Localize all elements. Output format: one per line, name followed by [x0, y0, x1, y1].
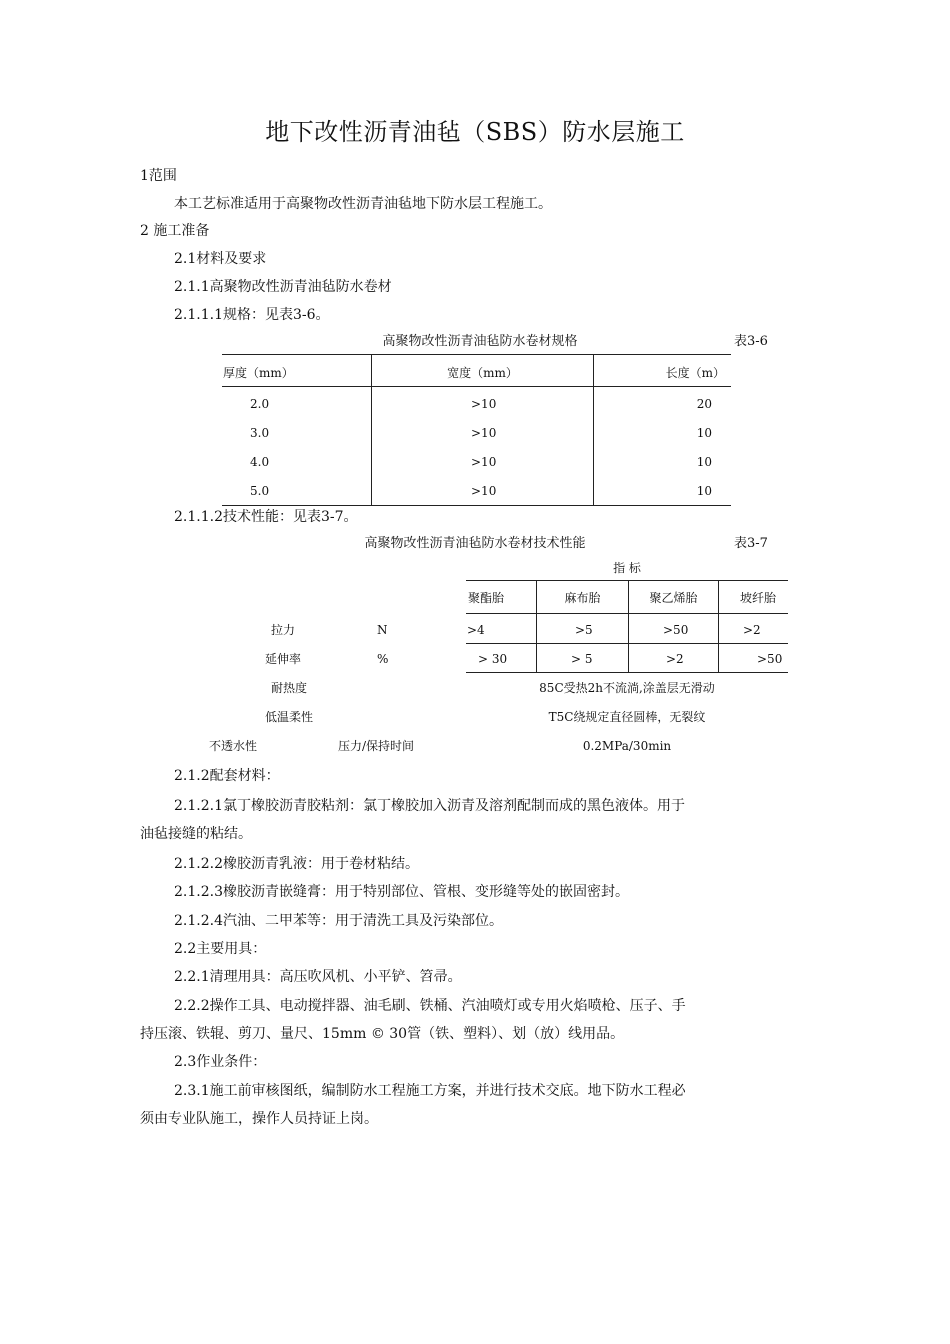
table-row-cell: 2.0 — [250, 397, 270, 411]
paragraph-2-1-2-2: 2.1.2.2橡胶沥青乳液：用于卷材粘结。 — [174, 856, 419, 872]
table-row-item: 耐热度 — [271, 681, 308, 695]
paragraph-2-3-1-line-1: 2.3.1施工前审核图纸，编制防水工程施工方案，并进行技术交底。地下防水工程必 — [174, 1083, 686, 1099]
table-row-cell: >50 — [663, 623, 689, 637]
subsection-2-3: 2.3作业条件： — [174, 1054, 267, 1070]
table-row-cell: 3.0 — [250, 426, 270, 440]
subsection-2-1-1-2: 2.1.1.2技术性能：见表3-7。 — [174, 509, 358, 525]
page-title: 地下改性沥青油毡（SBS）防水层施工 — [265, 118, 685, 146]
table-row-cell: >50 — [757, 652, 783, 666]
table-row-cell: 5.0 — [250, 484, 270, 498]
table-row-cell: 10 — [696, 426, 712, 440]
table-3-7-rule-top — [466, 580, 788, 581]
table-3-6-number: 表3-6 — [734, 334, 768, 349]
paragraph-2-1-2-3: 2.1.2.3橡胶沥青嵌缝膏：用于特别部位、管根、变形缝等处的嵌固密封。 — [174, 884, 629, 900]
table-3-7-number: 表3-7 — [734, 536, 768, 551]
table-row-item: 拉力 — [271, 623, 296, 637]
table-3-6-header-width: 宽度（mm） — [447, 366, 518, 380]
table-3-7-rule-row-2 — [466, 672, 788, 673]
subsection-2-1-1: 2.1.1高聚物改性沥青油毡防水卷材 — [174, 279, 392, 295]
table-row-unit: 压力/保持时间 — [338, 739, 415, 753]
paragraph-2-2-2-line-2: 持压滚、铁辊、剪刀、量尺、15mm © 30管（铁、塑料）、划（放）线用品。 — [140, 1026, 625, 1042]
table-3-6-caption: 高聚物改性沥青油毡防水卷材规格 — [382, 334, 578, 349]
table-3-7-rule-header — [466, 613, 788, 614]
table-row-cell: > 5 — [571, 652, 593, 666]
table-row-cell: >10 — [471, 426, 497, 440]
section-1-body: 本工艺标准适用于高聚物改性沥青油毡地下防水层工程施工。 — [174, 196, 552, 212]
table-row-cell: 85C受热2h不流淌,涂盖层无滑动 — [539, 681, 715, 695]
paragraph-2-1-2-4: 2.1.2.4汽油、二甲苯等：用于清洗工具及污染部位。 — [174, 913, 503, 929]
table-row-item: 不透水性 — [209, 739, 258, 753]
paragraph-2-1-2-1-line-2: 油毡接缝的粘结。 — [140, 826, 252, 842]
table-3-7-header-glassfiber: 坡纤胎 — [739, 591, 776, 605]
table-3-6-header-length: 长度（m） — [665, 366, 725, 380]
table-row-cell: >10 — [471, 455, 497, 469]
table-3-7-header-polyethylene: 聚乙烯胎 — [649, 591, 698, 605]
table-3-7-group-header: 指 标 — [613, 561, 641, 575]
table-row-cell: >5 — [575, 623, 593, 637]
table-3-6-rule-header — [222, 386, 731, 387]
paragraph-2-2-1: 2.2.1清理用具：高压吹风机、小平铲、笤帚。 — [174, 969, 462, 985]
table-row-cell: T5C绕规定直径圆棒，无裂纹 — [548, 710, 706, 724]
table-3-7-header-polyester: 聚酯胎 — [468, 591, 505, 605]
paragraph-2-2-2-line-1: 2.2.2操作工具、电动搅拌器、油毛刷、铁桶、汽油喷灯或专用火焰喷枪、压子、手 — [174, 998, 686, 1014]
section-heading-2: 2 施工准备 — [140, 223, 210, 239]
section-heading-1: 1范围 — [140, 168, 177, 184]
table-row-unit: % — [377, 652, 389, 666]
table-row-cell: 10 — [696, 484, 712, 498]
subsection-2-1-2: 2.1.2配套材料： — [174, 768, 280, 784]
table-row-cell: >2 — [666, 652, 684, 666]
table-row-cell: >2 — [743, 623, 761, 637]
table-row-cell: 0.2MPa/30min — [582, 739, 672, 753]
subsection-2-1-1-1: 2.1.1.1规格：见表3-6。 — [174, 307, 330, 323]
subsection-2-1: 2.1材料及要求 — [174, 251, 267, 267]
paragraph-2-3-1-line-2: 须由专业队施工，操作人员持证上岗。 — [140, 1111, 378, 1127]
table-row-cell: >4 — [467, 623, 485, 637]
paragraph-2-1-2-1-line-1: 2.1.2.1氯丁橡胶沥青胶粘剂：氯丁橡胶加入沥青及溶剂配制而成的黑色液体。用于 — [174, 798, 685, 814]
table-row-item: 延伸率 — [265, 652, 302, 666]
table-3-7-caption: 高聚物改性沥青油毡防水卷材技术性能 — [364, 536, 586, 551]
subsection-2-2: 2.2主要用具： — [174, 941, 267, 957]
table-row-cell: >10 — [471, 484, 497, 498]
table-row-item: 低温柔性 — [265, 710, 314, 724]
table-3-6-rule-top — [222, 354, 731, 355]
table-3-7-header-linen: 麻布胎 — [564, 591, 601, 605]
table-3-7-rule-row-1 — [466, 643, 788, 644]
table-row-cell: > 30 — [478, 652, 508, 666]
table-3-6-rule-bottom — [222, 505, 731, 506]
table-row-cell: 10 — [696, 455, 712, 469]
table-row-cell: 4.0 — [250, 455, 270, 469]
table-row-unit: N — [377, 623, 388, 637]
table-row-cell: >10 — [471, 397, 497, 411]
table-3-6-header-thickness: 厚度（mm） — [223, 366, 294, 380]
table-row-cell: 20 — [696, 397, 712, 411]
